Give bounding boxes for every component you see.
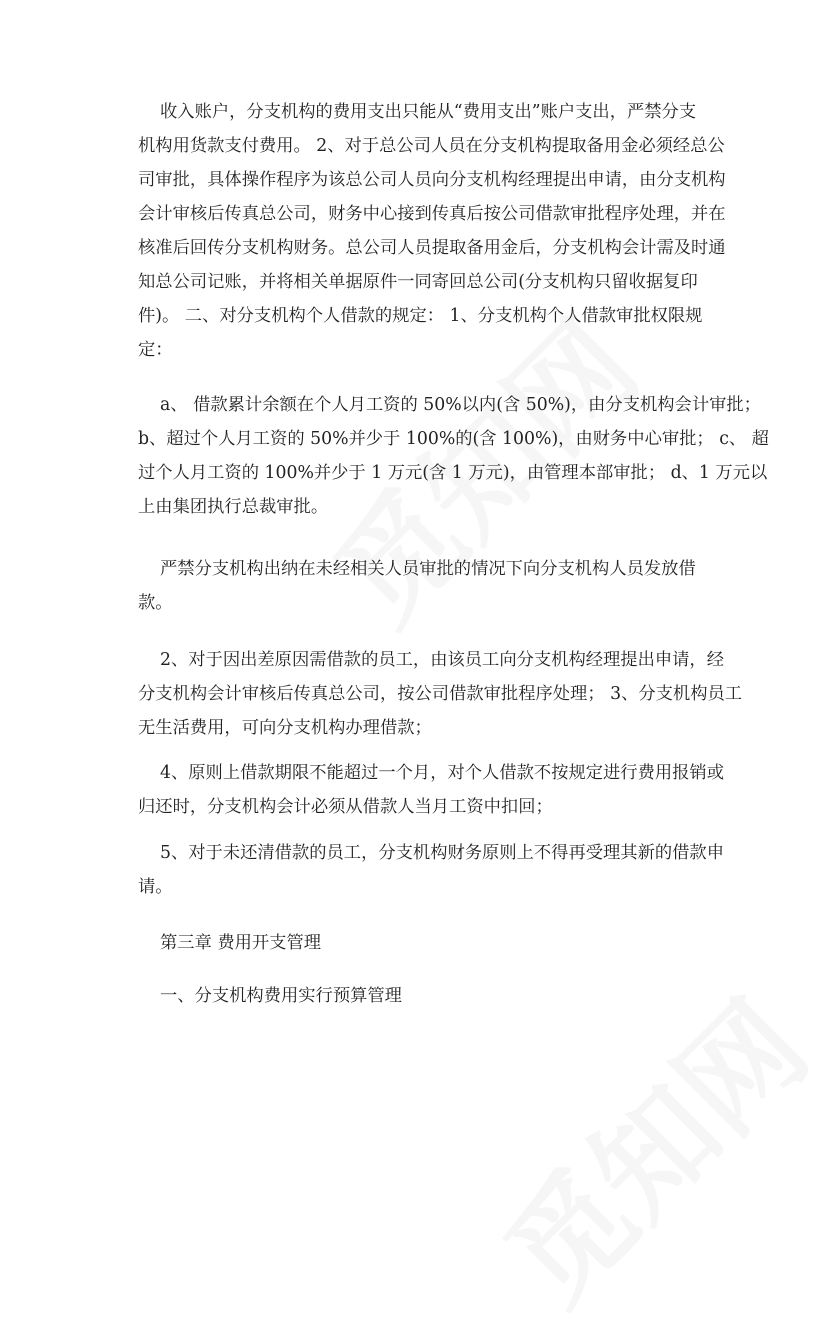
text-line: 分支机构会计审核后传真总公司，按公司借款审批程序处理； 3、分支机构员工 xyxy=(138,684,743,704)
text-line: 无生活费用，可向分支机构办理借款； xyxy=(138,718,432,738)
text-line: 上由集团执行总裁审批。 xyxy=(138,497,329,517)
text-line: b、超过个人月工资的 50%并少于 100%的(含 100%)，由财务中心审批； c、 超 xyxy=(138,429,769,449)
paragraph xyxy=(138,756,724,824)
paragraph xyxy=(138,388,769,524)
text-line: 款。 xyxy=(138,593,173,613)
text-line: 第三章 费用开支管理 xyxy=(160,933,322,953)
paragraph xyxy=(138,926,718,960)
paragraph xyxy=(138,643,743,745)
text-line: 司审批，具体操作程序为该总公司人员向分支机构经理提出申请，由分支机构 xyxy=(138,170,726,190)
text-line: 归还时，分支机构会计必须从借款人当月工资中扣回； xyxy=(138,797,553,817)
text-line: 2、对于因出差原因需借款的员工，由该员工向分支机构经理提出申请，经 xyxy=(160,650,724,670)
text-line: 件)。 二、对分支机构个人借款的规定： 1、分支机构个人借款审批权限规 xyxy=(138,306,703,326)
text-line: 收入账户，分支机构的费用支出只能从“费用支出”账户支出，严禁分支 xyxy=(160,102,697,122)
text-line: a、 借款累计余额在个人月工资的 50%以内(含 50%)，由分支机构会计审批； xyxy=(160,395,761,415)
text-line: 知总公司记账，并将相关单据原件一同寄回总公司(分支机构只留收据复印 xyxy=(138,272,698,292)
text-line: 严禁分支机构出纳在未经相关人员审批的情况下向分支机构人员发放借 xyxy=(160,559,696,579)
text-line: 定： xyxy=(138,340,173,360)
watermark xyxy=(462,958,830,1334)
text-line: 5、对于未还清借款的员工，分支机构财务原则上不得再受理其新的借款申 xyxy=(160,843,724,863)
text-line: 过个人月工资的 100%并少于 1 万元(含 1 万元)，由管理本部审批； d、1 万元以 xyxy=(138,463,768,483)
paragraph xyxy=(138,836,724,904)
text-line: 会计审核后传真总公司，财务中心接到传真后按公司借款审批程序处理，并在 xyxy=(138,204,726,224)
text-line: 请。 xyxy=(138,877,173,897)
text-line: 机构用货款支付费用。 2、对于总公司人员在分支机构提取备用金必须经总公 xyxy=(138,136,725,156)
text-line: 核准后回传分支机构财务。总公司人员提取备用金后，分支机构会计需及时通 xyxy=(138,238,726,258)
text-line: 一、分支机构费用实行预算管理 xyxy=(160,986,402,1006)
paragraph xyxy=(138,95,726,367)
paragraph xyxy=(138,979,718,1013)
text-line: 4、原则上借款期限不能超过一个月，对个人借款不按规定进行费用报销或 xyxy=(160,763,724,783)
paragraph xyxy=(138,552,718,620)
